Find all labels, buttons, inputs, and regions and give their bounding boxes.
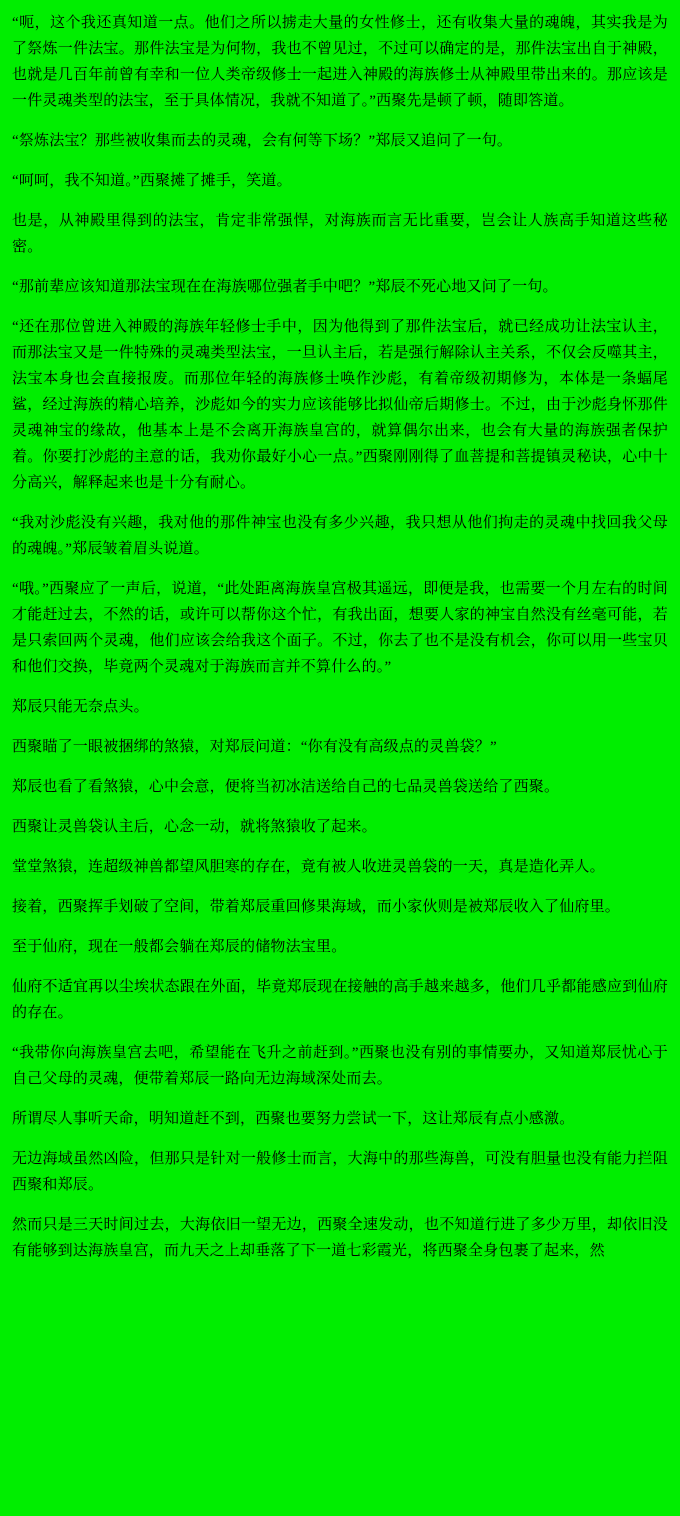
- paragraph: “那前辈应该知道那法宝现在在海族哪位强者手中吧？”郑辰不死心地又问了一句。: [12, 279, 558, 295]
- paragraph: 郑辰也看了看煞猿，心中会意，便将当初冰洁送给自己的七品灵兽袋送给了西聚。: [12, 779, 560, 795]
- paragraph: “哦。”西聚应了一声后，说道，“此处距离海族皇宫极其遥远，即便是我，也需要一个月左右的时间才能赶过去，不然的话，或许可以帮你这个忙，有我出面，想要人家的神宝自然没有丝毫可能，若是只索回两个灵魂，他们应该会给我这个面子。不过，你去了也不是没有机会，你可以用一些宝贝和他们交换，毕竟两个灵魂对于海族而言并不算什么的。”: [12, 581, 668, 675]
- paragraph: “祭炼法宝？那些被收集而去的灵魂，会有何等下场？”郑辰又追问了一句。: [12, 133, 513, 149]
- paragraph: “呵呵，我不知道。”西聚摊了摊手，笑道。: [12, 173, 292, 189]
- paragraph: 西聚让灵兽袋认主后，心念一动，就将煞猿收了起来。: [12, 819, 377, 835]
- paragraph: “我带你向海族皇宫去吧，希望能在飞升之前赶到。”西聚也没有别的事情要办，又知道郑辰忧心于自己父母的灵魂，便带着郑辰一路向无边海域深处而去。: [12, 1045, 668, 1087]
- paragraph: 堂堂煞猿，连超级神兽都望风胆寒的存在，竟有被人收进灵兽袋的一天，真是造化弄人。: [12, 859, 605, 875]
- paragraph: 也是，从神殿里得到的法宝，肯定非常强悍，对海族而言无比重要，岂会让人族高手知道这些秘密。: [12, 213, 668, 255]
- paragraph: 至于仙府，现在一般都会躺在郑辰的储物法宝里。: [12, 939, 347, 955]
- paragraph: 接着，西聚挥手划破了空间，带着郑辰重回修果海域，而小家伙则是被郑辰收入了仙府里。: [12, 899, 621, 915]
- paragraph: 郑辰只能无奈点头。: [12, 699, 149, 715]
- paragraph: “还在那位曾进入神殿的海族年轻修士手中，因为他得到了那件法宝后，就已经成功让法宝认主，而那法宝又是一件特殊的灵魂类型法宝，一旦认主后，若是强行解除认主关系，不仅会反噬其主，法宝本身也会直接报废。而那位年轻的海族修士唤作沙彪，有着帝级初期修为，本体是一条蝠尾鲨，经过海族的精心培养，沙彪如今的实力应该能够比拟仙帝后期修士。不过，由于沙彪身怀那件灵魂神宝的缘故，他基本上是不会离开海族皇宫的，就算偶尔出来，也会有大量的海族强者保护着。你要打沙彪的主意的话，我劝你最好小心一点。”西聚刚刚得了血菩提和菩提镇灵秘诀，心中十分高兴，解释起来也是十分有耐心。: [12, 319, 668, 491]
- paragraph: “我对沙彪没有兴趣，我对他的那件神宝也没有多少兴趣，我只想从他们拘走的灵魂中找回我父母的魂魄。”郑辰皱着眉头说道。: [12, 515, 668, 557]
- paragraph: 无边海域虽然凶险，但那只是针对一般修士而言，大海中的那些海兽，可没有胆量也没有能力拦阻西聚和郑辰。: [12, 1151, 668, 1193]
- paragraph: 西聚瞄了一眼被捆绑的煞猿，对郑辰问道：“你有没有高级点的灵兽袋？”: [12, 739, 497, 755]
- paragraph: 仙府不适宜再以尘埃状态跟在外面，毕竟郑辰现在接触的高手越来越多，他们几乎都能感应到仙府的存在。: [12, 979, 668, 1021]
- paragraph: “呃，这个我还真知道一点。他们之所以掳走大量的女性修士，还有收集大量的魂魄，其实我是为了祭炼一件法宝。那件法宝是为何物，我也不曾见过，不过可以确定的是，那件法宝出自于神殿，也就是几百年前曾有幸和一位人类帝级修士一起进入神殿的海族修士从神殿里带出来的。那应该是一件灵魂类型的法宝，至于具体情况，我就不知道了。”西聚先是顿了顿，随即答道。: [12, 15, 668, 109]
- paragraph: 然而只是三天时间过去，大海依旧一望无边，西聚全速发动，也不知道行进了多少万里，却依旧没有能够到达海族皇宫，而九天之上却垂落了下一道七彩霞光，将西聚全身包裹了起来，然: [12, 1217, 668, 1259]
- paragraph: 所谓尽人事听天命，明知道赶不到，西聚也要努力尝试一下，这让郑辰有点小感激。: [12, 1111, 575, 1127]
